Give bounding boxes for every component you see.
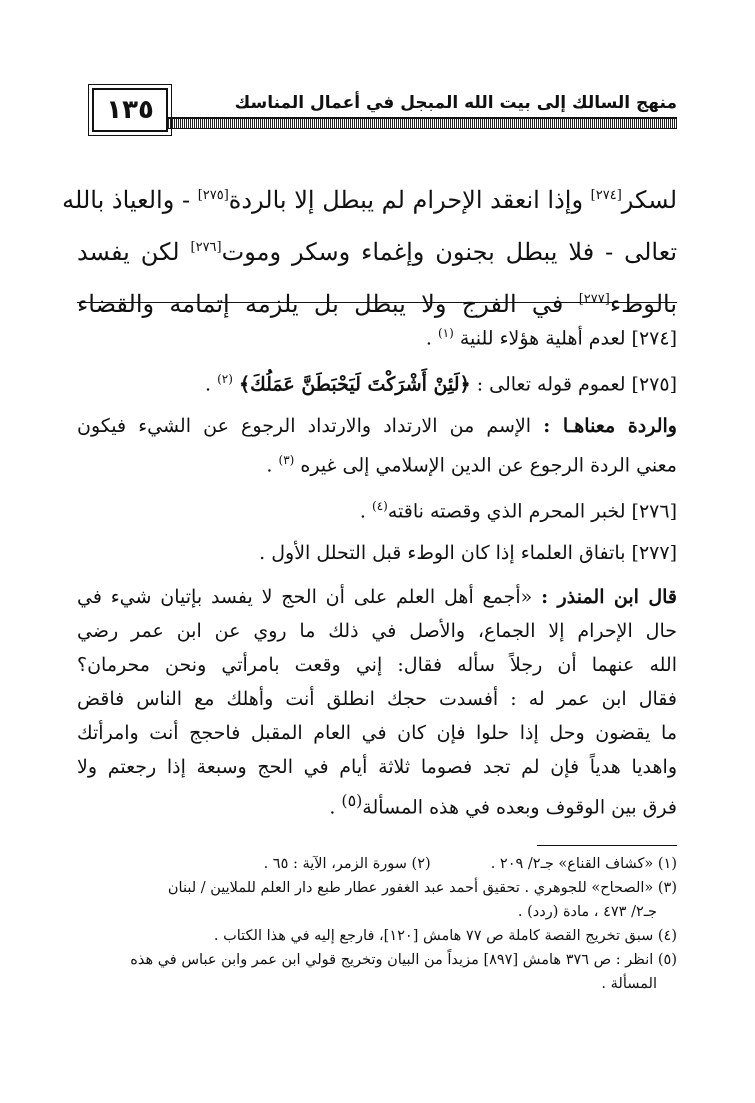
note-text: لعموم قوله تعالى : — [470, 373, 632, 396]
footnote-3-continued: جـ٢/ ٤٧٣ ، مادة (ردد) . — [517, 904, 657, 920]
ridda-definition-line-2 — [77, 443, 677, 482]
footnote-row-1-2 — [77, 852, 677, 876]
main-text-segment: تعالى - فلا يبطل بجنون وإغماء وسكر وموت — [221, 238, 678, 266]
note-text: الإسم من الارتداد والارتداد الرجوع عن الشيء فيكون — [77, 414, 544, 437]
quote-line-6: واهديا هدياً فإن لم تجد فصوما ثلاثة أيام في الحج وسبعة إذا رجعتم ولا — [77, 756, 677, 779]
commentary-notes — [77, 316, 677, 825]
note-text: باتفاق العلماء إذا كان الوطء قبل التحلل الأول . — [259, 542, 632, 565]
footnote-3: (٣) «الصحاح» للجوهري . تحقيق أحمد عبد الغفور عطار طبع دار العلم للملايين / لبنان — [167, 880, 677, 896]
quote-line-5: ما يقضون وحل إذا حلوا فإن كان في العام المقبل فاحجج أنت وامرأتك — [77, 722, 677, 745]
main-line-2 — [77, 224, 677, 276]
main-text-segment: - والعياذ بالله — [62, 186, 198, 214]
section-divider — [77, 302, 677, 303]
page-number: ١٣٥ — [92, 88, 168, 132]
footnote-ref: (٣) — [278, 452, 295, 467]
note-text: . — [425, 327, 438, 350]
quote-line-7 — [77, 784, 677, 824]
note-label: [٢٧٤] — [631, 327, 677, 350]
ref-marker-275: [٢٧٥] — [197, 188, 229, 203]
footnote-5-continued: المسألة . — [601, 976, 657, 992]
quote-text: فرق بين الوقوف وبعده في هذه المسألة — [362, 796, 677, 819]
ridda-definition-line-1 — [77, 409, 677, 443]
note-text: لخبر المحرم الذي وقصته ناقته — [387, 500, 632, 523]
main-text-segment: في الفرج ولا يبطل بل يلزمه إتمامه والقضاء — [77, 290, 579, 318]
note-text: . — [359, 500, 373, 523]
note-275 — [77, 362, 677, 401]
quote-line-1 — [77, 580, 677, 614]
footnote-2: (٢) سورة الزمر، الآية : ٦٥ . — [263, 856, 431, 872]
running-header-title: منهج السالك إلى بيت الله المبجل في أعمال المناسك — [234, 93, 677, 113]
quote-line-2: حال الإحرام إلا الجماع، والأصل في ذلك ما روي عن ابن عمر رضي — [77, 620, 677, 643]
quote-line-4: فقال ابن عمر له : أفسدت حجك انطلق أنت وأهلك مع الناس فاقض — [77, 688, 677, 711]
quran-verse: ﴿لَئِنْ أَشْرَكْتَ لَيَحْبَطَنَّ عَمَلُكَ﴾ — [238, 373, 471, 396]
footnote-ref: (٤) — [372, 498, 388, 513]
main-text-segment: بالوطء — [609, 290, 677, 318]
note-label: [٢٧٦] — [631, 500, 677, 523]
footnote-ref: (١) — [437, 326, 454, 340]
main-text — [62, 172, 678, 328]
main-text-segment: وإذا انعقد الإحرام لم يبطل إلا بالردة — [228, 186, 591, 214]
note-text: معني الردة الرجوع عن الدين الإسلامي إلى غيره — [300, 453, 677, 476]
footnotes — [77, 852, 677, 996]
footnote-ref: (٥) — [341, 791, 363, 811]
footnote-1: (١) «كشاف القناع» جـ٢/ ٢٠٩ . — [490, 856, 677, 872]
note-276 — [77, 489, 677, 528]
main-text-segment: لكن يفسد — [77, 238, 191, 266]
note-text: . — [266, 453, 279, 476]
ref-marker-276: [٢٧٦] — [190, 240, 222, 255]
definition-label: والردة معناهـا : — [543, 414, 677, 437]
note-text: لعدم أهلية هؤلاء للنية — [459, 327, 632, 350]
footnote-4: (٤) سبق تخريج القصة كاملة ص ٧٧ هامش [١٢٠]، فارجع إليه في هذا الكتاب . — [213, 928, 677, 944]
footnote-ref: (٢) — [217, 372, 233, 387]
note-274 — [77, 316, 677, 355]
note-277 — [77, 536, 677, 570]
quote-text: «أجمع أهل العلم على أن الحج لا يفسد بإتيان شيء في — [77, 586, 542, 609]
main-line-1 — [62, 172, 677, 224]
ref-marker-277: [٢٧٧] — [578, 292, 610, 307]
ibn-al-mundhir-quote — [77, 580, 677, 824]
main-text-segment: لسكر — [621, 186, 677, 214]
footnote-rule — [537, 845, 677, 846]
quote-line-3: الله عنهما أن رجلاً سأله فقال: إني وقعت بامرأتي ونحن محرمان؟ — [77, 654, 677, 677]
header-rule — [168, 117, 677, 129]
note-label: [٢٧٥] — [631, 373, 677, 396]
note-label: [٢٧٧] — [631, 542, 677, 565]
ref-marker-274: [٢٧٤] — [590, 188, 622, 203]
note-text: . — [205, 373, 218, 396]
quote-text: . — [329, 796, 342, 819]
quote-label: قال ابن المنذر : — [541, 586, 678, 609]
footnote-5: (٥) انظر : ص ٣٧٦ هامش [٨٩٧] مزيداً من البيان وتخريج قولي ابن عمر وابن عباس في هذه — [130, 952, 677, 968]
